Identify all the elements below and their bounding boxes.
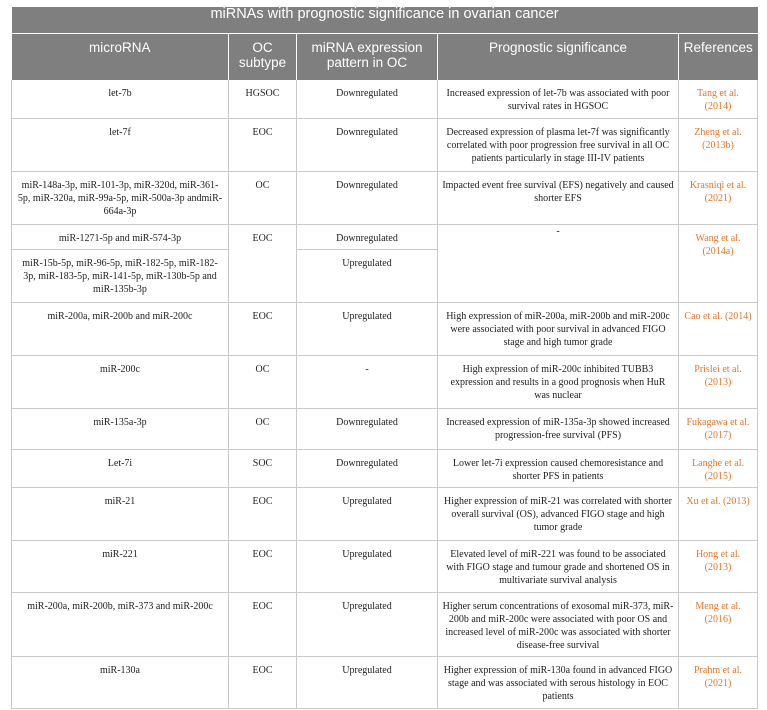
cell-subtype: EOC xyxy=(229,656,297,708)
cell-pattern: Downregulated xyxy=(297,118,438,171)
cell-microrna: miR-21 xyxy=(12,487,229,540)
cell-reference-link[interactable]: Xu et al. (2013) xyxy=(679,487,758,540)
cell-reference-link[interactable]: Prahm et al. (2021) xyxy=(679,656,758,708)
cell-significance: Decreased expression of plasma let-7f was significantly correlated with poor progression free survival in all OC patients particularly in stage III-IV patients xyxy=(438,118,679,171)
cell-significance: High expression of miR-200c inhibited TUBB3 expression and results in a good prognosis when HuR was nuclear xyxy=(438,355,679,408)
table-row xyxy=(12,171,758,224)
table-row xyxy=(12,592,758,656)
cell-reference-link[interactable]: Langhe et al. (2015) xyxy=(679,449,758,487)
cell-pattern: Downregulated xyxy=(297,171,438,224)
header-microrna: microRNA xyxy=(12,34,229,81)
cell-pattern: Upregulated xyxy=(297,487,438,540)
header-expression-pattern: miRNA expression pattern in OC xyxy=(297,34,438,81)
cell-microrna: miR-135a-3p xyxy=(12,408,229,449)
table-title: miRNAs with prognostic significance in ovarian cancer xyxy=(12,7,758,34)
cell-subtype: HGSOC xyxy=(229,80,297,118)
cell-microrna: Let-7i xyxy=(12,449,229,487)
cell-reference-link[interactable]: Krasniqi et al. (2021) xyxy=(679,171,758,224)
cell-subtype: EOC xyxy=(229,224,297,302)
cell-significance: Higher expression of miR-130a found in advanced FIGO stage and was associated with serous histology in EOC patients xyxy=(438,656,679,708)
cell-significance: Increased expression of let-7b was associated with poor survival rates in HGSOC xyxy=(438,80,679,118)
table-row xyxy=(12,656,758,708)
cell-subtype: OC xyxy=(229,408,297,449)
cell-pattern: Downregulated xyxy=(297,224,438,249)
cell-pattern: Upregulated xyxy=(297,249,438,302)
table-row xyxy=(12,449,758,487)
header-prognostic-significance: Prognostic significance xyxy=(438,34,679,81)
cell-reference-link[interactable]: Cao et al. (2014) xyxy=(679,302,758,355)
cell-pattern: Upregulated xyxy=(297,592,438,656)
table-row xyxy=(12,302,758,355)
cell-reference-link[interactable]: Hong et al. (2013) xyxy=(679,540,758,592)
table-row xyxy=(12,224,758,249)
cell-reference-link[interactable]: Wang et al. (2014a) xyxy=(679,224,758,302)
cell-microrna: miR-200a, miR-200b and miR-200c xyxy=(12,302,229,355)
cell-pattern: Downregulated xyxy=(297,408,438,449)
cell-reference-link[interactable]: Meng et al. (2016) xyxy=(679,592,758,656)
cell-microrna: miR-130a xyxy=(12,656,229,708)
cell-subtype: EOC xyxy=(229,302,297,355)
cell-subtype: EOC xyxy=(229,487,297,540)
cell-significance: Lower let-7i expression caused chemoresistance and shorter PFS in patients xyxy=(438,449,679,487)
cell-subtype: OC xyxy=(229,355,297,408)
table-row xyxy=(12,80,758,118)
cell-microrna: miR-1271-5p and miR-574-3p xyxy=(12,224,229,249)
cell-pattern: Downregulated xyxy=(297,80,438,118)
mirna-prognostic-table xyxy=(11,7,758,709)
cell-pattern: Upregulated xyxy=(297,656,438,708)
header-references: References xyxy=(679,34,758,81)
cell-significance: High expression of miR-200a, miR-200b and miR-200c were associated with poor survival in advanced FIGO stage and high tumor grade xyxy=(438,302,679,355)
cell-reference-link[interactable]: Tang et al. (2014) xyxy=(679,80,758,118)
cell-microrna: miR-221 xyxy=(12,540,229,592)
table-container xyxy=(11,7,757,709)
cell-reference-link[interactable]: Fukagawa et al. (2017) xyxy=(679,408,758,449)
cell-significance: Higher expression of miR-21 was correlated with shorter overall survival (OS), advanced FIGO stage and high tumor grade xyxy=(438,487,679,540)
cell-subtype: OC xyxy=(229,171,297,224)
cell-significance: Higher serum concentrations of exosomal miR-373, miR-200b and miR-200c were associated with poor OS and increased level of miR-200c was associated with shorter disease-free survival xyxy=(438,592,679,656)
cell-significance: Impacted event free survival (EFS) negatively and caused shorter EFS xyxy=(438,171,679,224)
table-row xyxy=(12,355,758,408)
header-oc-subtype: OC subtype xyxy=(229,34,297,81)
cell-pattern: - xyxy=(297,355,438,408)
table-row xyxy=(12,118,758,171)
cell-significance: Elevated level of miR-221 was found to be associated with FIGO stage and tumour grade and shortened OS in multivariate survival analysis xyxy=(438,540,679,592)
cell-pattern: Upregulated xyxy=(297,302,438,355)
cell-subtype: SOC xyxy=(229,449,297,487)
cell-microrna: let-7b xyxy=(12,80,229,118)
table-row xyxy=(12,408,758,449)
cell-pattern: Upregulated xyxy=(297,540,438,592)
cell-subtype: EOC xyxy=(229,592,297,656)
cell-subtype: EOC xyxy=(229,540,297,592)
cell-pattern: Downregulated xyxy=(297,449,438,487)
cell-reference-link[interactable]: Prislei et al. (2013) xyxy=(679,355,758,408)
cell-microrna: miR-200a, miR-200b, miR-373 and miR-200c xyxy=(12,592,229,656)
table-row xyxy=(12,540,758,592)
cell-reference-link[interactable]: Zheng et al. (2013b) xyxy=(679,118,758,171)
cell-microrna: miR-15b-5p, miR-96-5p, miR-182-5p, miR-182-3p, miR-183-5p, miR-141-5p, miR-130b-5p and miR-135b-3p xyxy=(12,249,229,302)
cell-microrna: let-7f xyxy=(12,118,229,171)
table-row xyxy=(12,487,758,540)
cell-subtype: EOC xyxy=(229,118,297,171)
cell-microrna: miR-148a-3p, miR-101-3p, miR-320d, miR-361-5p, miR-320a, miR-99a-5p, miR-500a-3p andmiR-664a-3p xyxy=(12,171,229,224)
cell-microrna: miR-200c xyxy=(12,355,229,408)
cell-significance: - xyxy=(438,224,679,302)
cell-significance: Increased expression of miR-135a-3p showed increased progression-free survival (PFS) xyxy=(438,408,679,449)
